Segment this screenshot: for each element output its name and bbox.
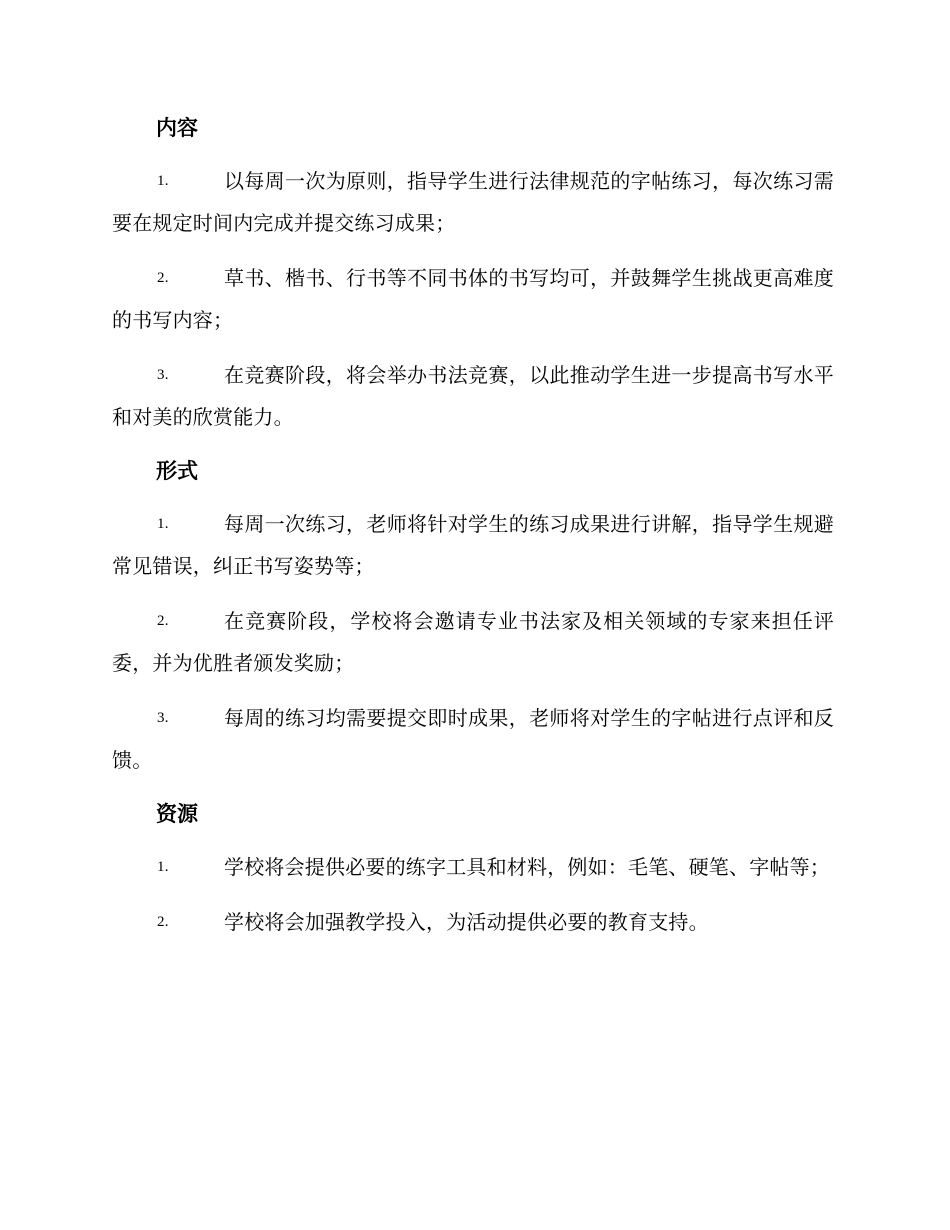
list-item xyxy=(112,503,834,587)
item-text: 在竞赛阶段，将会举办书法竞赛，以此推动学生进一步提高书写水平和对美的欣赏能力。 xyxy=(112,363,834,429)
list-item xyxy=(112,160,834,244)
section-resources xyxy=(112,794,834,943)
item-number: 1. xyxy=(157,516,169,532)
document-page xyxy=(112,108,834,956)
section-heading: 内容 xyxy=(156,116,198,140)
item-text: 学校将会提供必要的练字工具和材料，例如：毛笔、硬笔、字帖等； xyxy=(224,855,830,879)
item-text: 每周一次练习，老师将针对学生的练习成果进行讲解，指导学生规避常见错误，纠正书写姿势等； xyxy=(112,512,834,578)
item-number: 1. xyxy=(157,859,169,875)
item-number: 2. xyxy=(157,270,169,286)
item-number: 2. xyxy=(157,613,169,629)
list-item xyxy=(112,697,834,781)
section-heading: 形式 xyxy=(156,459,198,483)
section-content xyxy=(112,108,834,438)
list-item xyxy=(112,600,834,684)
item-text: 学校将会加强教学投入，为活动提供必要的教育支持。 xyxy=(224,910,709,934)
list-item xyxy=(112,354,834,438)
item-text: 在竞赛阶段，学校将会邀请专业书法家及相关领域的专家来担任评委，并为优胜者颁发奖励； xyxy=(112,609,834,675)
item-number: 3. xyxy=(157,367,169,383)
section-format xyxy=(112,451,834,781)
list-item xyxy=(112,901,834,943)
list-item xyxy=(112,846,834,888)
list-item xyxy=(112,257,834,341)
item-text: 以每周一次为原则，指导学生进行法律规范的字帖练习，每次练习需要在规定时间内完成并提交练习成果； xyxy=(112,169,834,235)
section-heading: 资源 xyxy=(156,802,198,826)
item-number: 3. xyxy=(157,710,169,726)
item-number: 1. xyxy=(157,173,169,189)
item-number: 2. xyxy=(157,914,169,930)
item-text: 每周的练习均需要提交即时成果，老师将对学生的字帖进行点评和反馈。 xyxy=(112,706,834,772)
item-text: 草书、楷书、行书等不同书体的书写均可，并鼓舞学生挑战更高难度的书写内容； xyxy=(112,266,834,332)
